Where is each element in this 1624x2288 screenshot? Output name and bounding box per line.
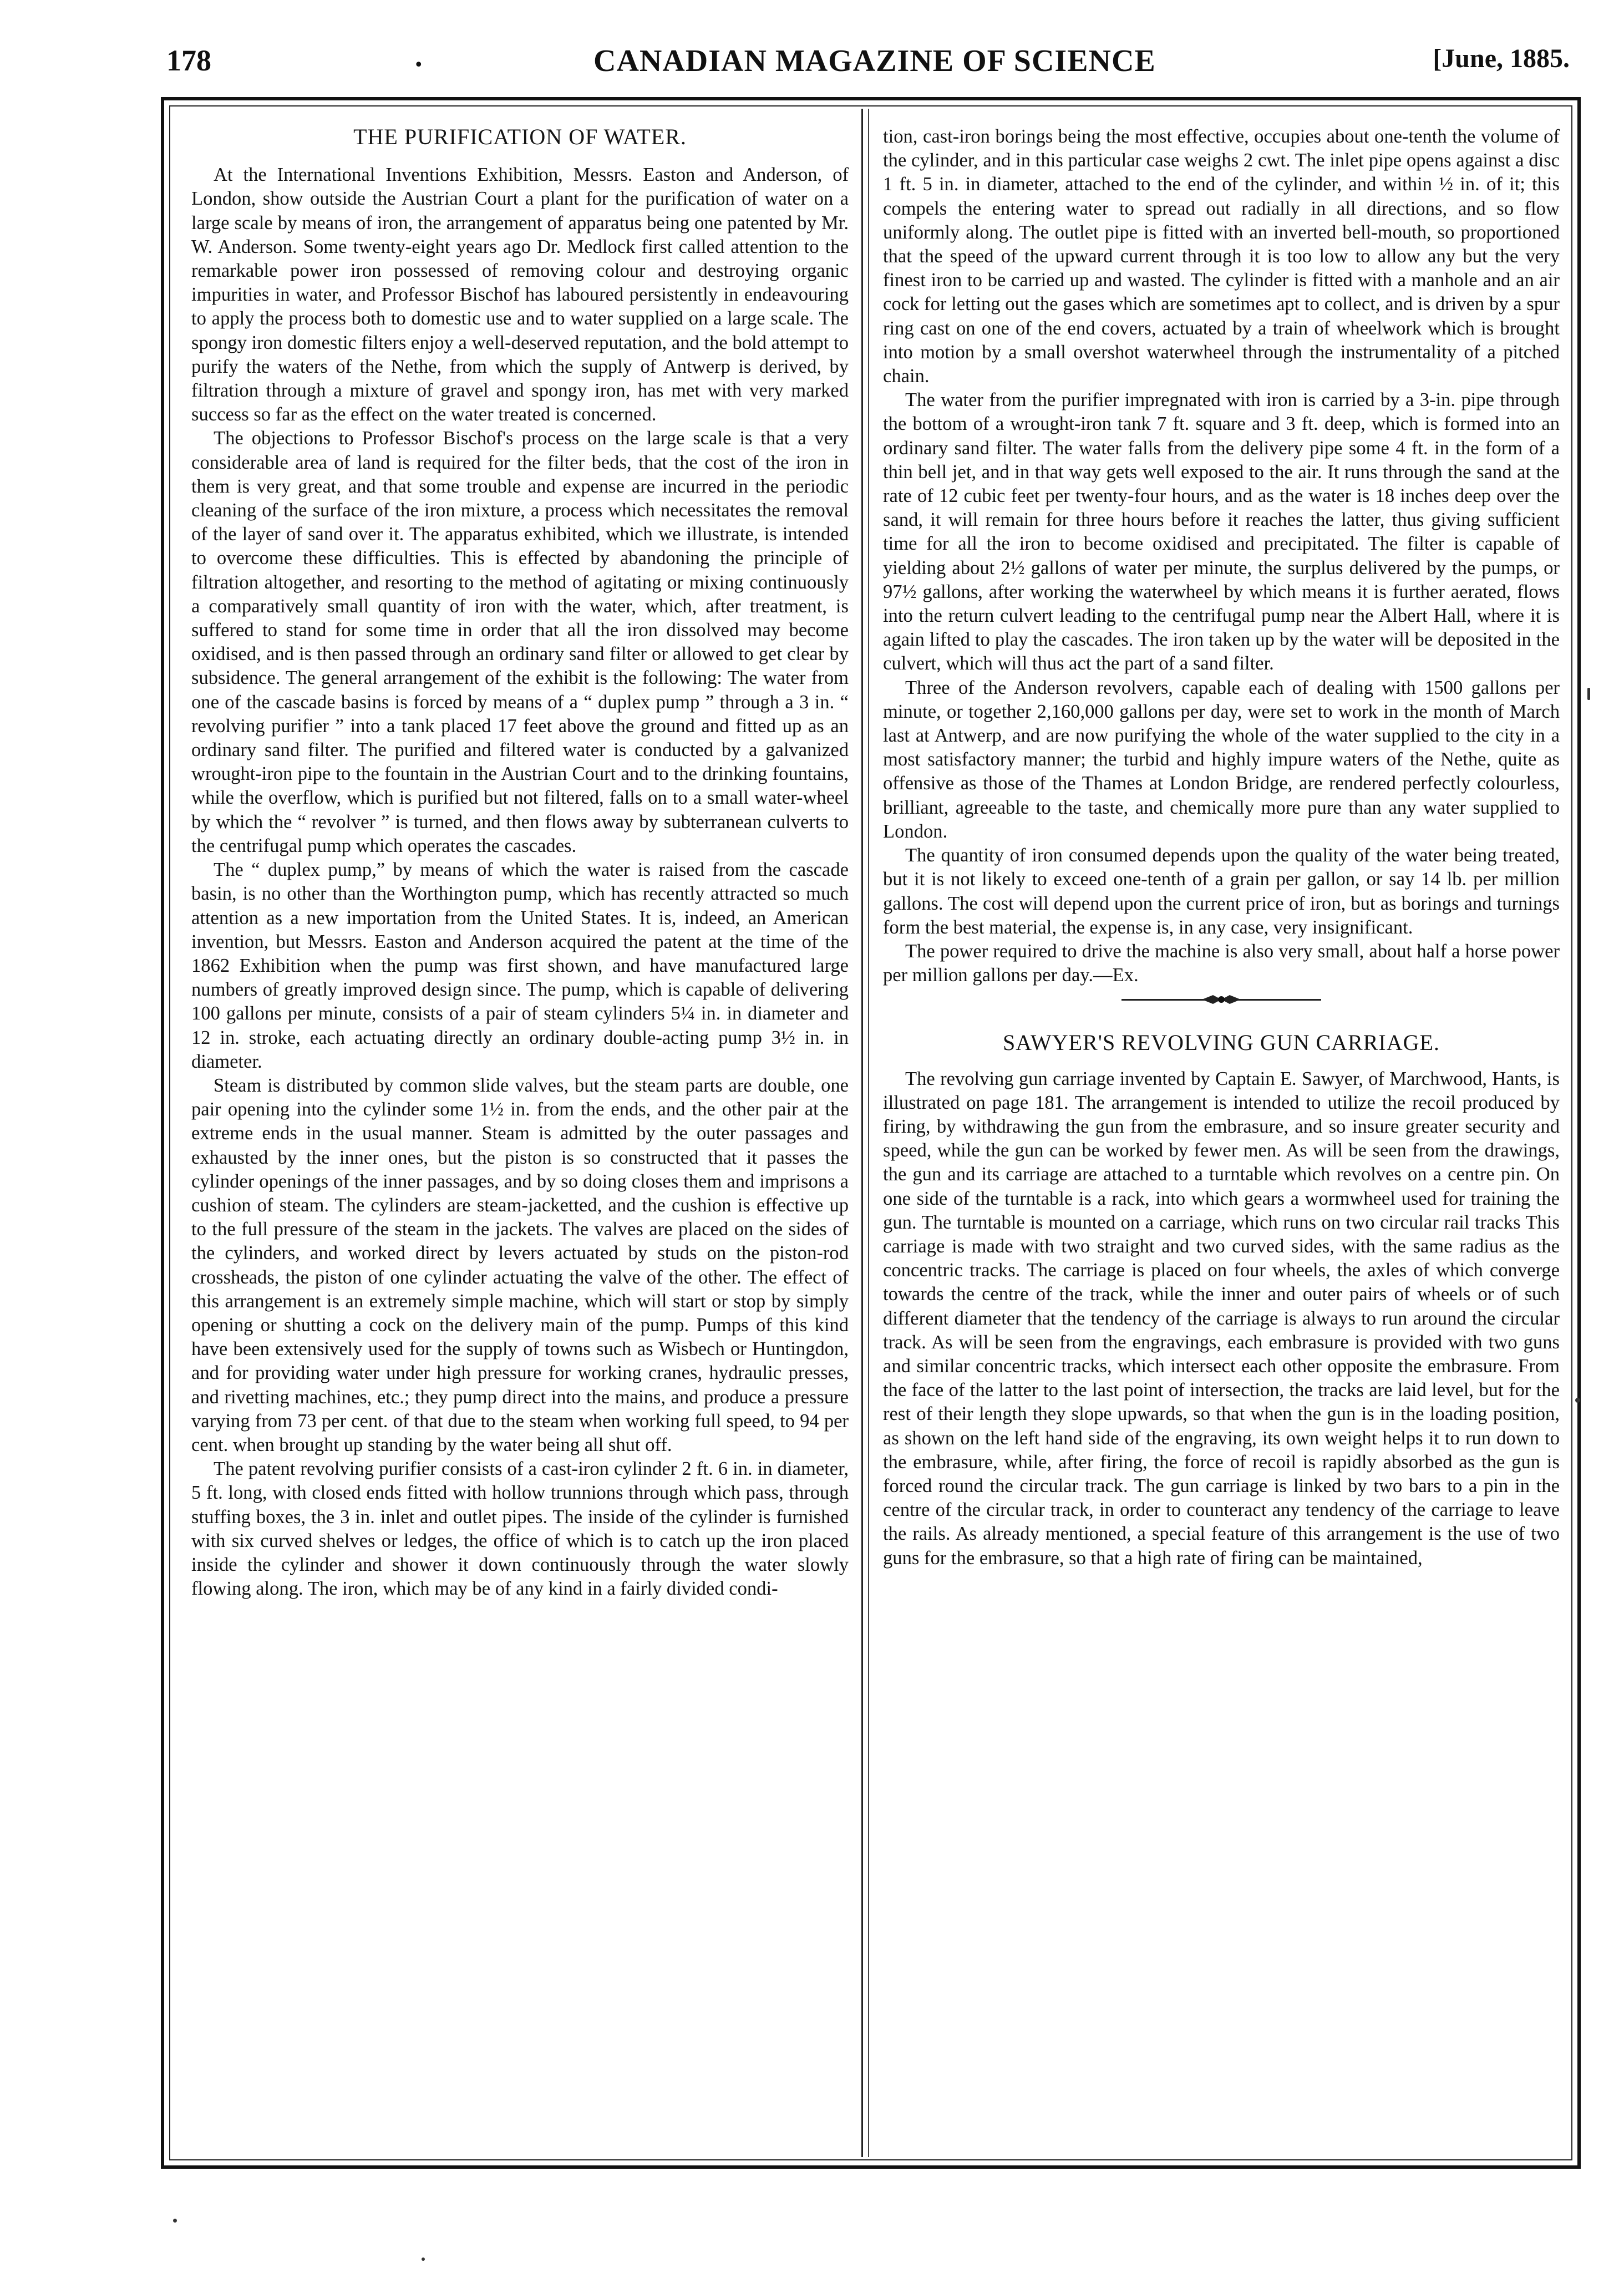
issue-date: [June, 1885. <box>1433 44 1570 73</box>
paragraph: The revolving gun carriage invented by Captain E. Sawyer, of Marchwood, Hants, is illustrated on page 181. The arrangement is intended to utilize the recoil produced by firing, by withdrawing the gun from the embrasure, and so insure greater security and speed, while the gun can be worked by fewer men. As will be seen from the drawings, the gun and its carriage are attached to a turntable which revolves on a centre pin. On one side of the turntable is a rack, into which gears a wormwheel used for training the gun. The turntable is mounted on a carriage, which runs on two circular rail tracks This carriage is made with two straight and two curved sides, with the same radius as the concentric tracks. The carriage is placed on four wheels, the axles of which converge towards the centre of the track, while the inner and outer pairs of wheels or of such different diameter that the tendency of the carriage is always to run around the circular track. As will be seen from the engravings, each embrasure is provided with two guns and similar concentric tracks, which intersect each other opposite the embrasure. From the face of the latter to the last point of intersection, the tracks are laid level, but for the rest of their length they slope upwards, so that when the gun is in the loading position, as shown on the left hand side of the engraving, its own weight helps it to run down to the embrasure, while, after firing, the force of recoil is rapidly absorbed as the gun is forced round the circular track. The gun carriage is linked by two bars to a pin in the centre of the circular track, in order to counteract any tendency of the carriage to leave the rails. As already mentioned, a special feature of this arrangement is the use of two guns for the embrasure, so that a high rate of firing can be maintained, <box>883 1068 1560 1569</box>
article-title-gun-carriage: SAWYER'S REVOLVING GUN CARRIAGE. <box>1003 1030 1440 1056</box>
section-ornament <box>883 992 1560 1008</box>
ornament-diamond-icon <box>1202 993 1241 1006</box>
paragraph: The quantity of iron consumed depends upon the quality of the water being treated, but it is not likely to exceed one-tenth of a grain per gallon, or say 14 lb. per million gallons. The cost will depend upon the current price of iron, but as borings and turnings form the best material, the expense is, in any case, very insignificant. <box>883 845 1560 938</box>
article-title-purification: THE PURIFICATION OF WATER. <box>353 125 687 149</box>
print-speck <box>173 2219 177 2223</box>
paragraph: The objections to Professor Bischof's process on the large scale is that a very considerable area of land is required for the filter beds, that the cost of the iron in them is very great, and that some trouble and expense are incurred in the periodic cleaning of the surface of the iron mixture, a process which necessitates the removal of the layer of sand over it. The apparatus exhibited, which we illustrate, is intended to overcome these difficulties. This is effected by abandoning the principle of filtration altogether, and resorting to the method of agitating or mixing continuously a comparatively small quantity of iron with the water, which, after treatment, is suffered to stand for some time in order that all the iron dissolved may become oxidised, and is then passed through an ordinary sand filter or allowed to get clear by subsidence. The general arrangement of the exhibit is the following: The water from one of the cascade basins is forced by means of a “ duplex pump ” through a 3 in. “ revolving purifier ” into a tank placed 17 feet above the ground and fitted up as an ordinary sand filter. The purified and filtered water is conducted by a galvanized wrought-iron pipe to the fountain in the Austrian Court and to the drinking fountains, while the overflow, which is purified but not filtered, falls on to a small water-wheel by which the “ revolver ” is turned, and then flows away by subterranean culverts to the centrifugal pump which operates the cascades. <box>191 428 849 856</box>
paragraph: The power required to drive the machine is also very small, about half a horse power per million gallons per day.—Ex. <box>883 940 1560 986</box>
paragraph: The patent revolving purifier consists of a cast-iron cylinder 2 ft. 6 in. in diameter, 5 ft. long, with closed ends fitted with hollow trunnions through which pass, through stuffing boxes, the 3 in. inlet and outlet pipes. The inside of the cylinder is furnished with six curved shelves or ledges, the office of which is to catch up the iron placed inside the cylinder and shower it down continuously through the water slowly flowing along. The iron, which may be of any kind in a fairly divided condi- <box>191 1458 849 1600</box>
paragraph: Three of the Anderson revolvers, capable each of dealing with 1500 gallons per minute, or together 2,160,000 gallons per day, were set to work in the month of March last at Antwerp, and are now purifying the whole of the water supplied to the city in a most satisfactory manner; the turbid and highly impure waters of the Nethe, quite as offensive as those of the Thames at London Bridge, are rendered perfectly colourless, brilliant, agreeable to the taste, and chemically more pure than any water supplied to London. <box>883 677 1560 842</box>
column-divider-inner <box>868 109 869 2157</box>
header-separator: . <box>415 39 423 73</box>
paragraph: The water from the purifier impregnated with iron is carried by a 3-in. pipe through the bottom of a wrought-iron tank 7 ft. square and 3 ft. deep, which is formed into an ordinary sand filter. The water falls from the delivery pipe some 4 ft. in the form of a thin bell jet, and in that way gets well exposed to the air. It runs through the sand at the rate of 12 cubic feet per twenty-four hours, and as the water is 18 inches deep over the sand, it will remain for three hours before it reaches the latter, thus giving sufficient time for all the iron to become oxidised and precipitated. The filter is capable of yielding about 2½ gallons of water per minute, the surplus delivered by the pumps, or 97½ gallons, after working the waterwheel by which means it is further aerated, flows into the return culvert leading to the centrifugal pump near the Albert Hall, where it is again lifted to play the cascades. The iron taken up by the water will be deposited in the culvert, which will thus act the part of a sand filter. <box>883 389 1560 674</box>
left-column <box>191 125 849 2144</box>
column-divider <box>861 109 863 2157</box>
print-speck <box>1575 1398 1580 1403</box>
running-head <box>166 39 1570 83</box>
print-speck <box>1587 688 1590 700</box>
paragraph: The “ duplex pump,” by means of which the water is raised from the cascade basin, is no other than the Worthington pump, which has recently attracted so much attention as a new importation from the United States. It is, indeed, an American invention, but Messrs. Easton and Anderson acquired the patent at the time of the 1862 Exhibition when the pump was first shown, and have manufactured large numbers of greatly improved design since. The pump, which is capable of delivering 100 gallons per minute, consists of a pair of steam cylinders 5¼ in. in diameter and 12 in. stroke, each actuating directly an ordinary double-acting pump 3½ in. in diameter. <box>191 859 849 1072</box>
paragraph: At the International Inventions Exhibition, Messrs. Easton and Anderson, of London, show outside the Austrian Court a plant for the purification of water on a large scale by means of iron, the arrangement of apparatus being one patented by Mr. W. Anderson. Some twenty-eight years ago Dr. Medlock first called attention to the remarkable power iron possessed of removing colour and destroying organic impurities in water, and Professor Bischof has laboured persistently in endeavouring to apply the process both to domestic use and to water supplied on a large scale. The spongy iron domestic filters enjoy a well-deserved reputation, and the bold attempt to purify the waters of the Nethe, from which the supply of Antwerp is derived, by filtration through a mixture of gravel and spongy iron, has met with very marked success so far as the effect on the water treated is concerned. <box>191 164 849 425</box>
print-speck <box>422 2257 425 2261</box>
paragraph-continued: tion, cast-iron borings being the most effective, occupies about one-tenth the volume of the cylinder, and in this particular case weighs 2 cwt. The inlet pipe opens against a disc 1 ft. 5 in. in diameter, attached to the end of the cylinder, and within ½ in. of it; this compels the entering water to spread out radially in all directions, and so flow uniformly along. The outlet pipe is fitted with an inverted bell-mouth, so proportioned that the speed of the upward current through it is too low to allow any but the very finest iron to be carried up and wasted. The cylinder is fitted with a manhole and an air cock for letting out the gases which are sometimes apt to collect, and is driven by a spur ring cast on one of the end covers, actuated by a train of wheelwork which is brought into motion by a small overshot waterwheel through the instrumentality of a pitched chain. <box>883 126 1560 387</box>
magazine-title: CANADIAN MAGAZINE OF SCIENCE <box>593 44 1156 78</box>
page-number: 178 <box>166 44 211 77</box>
right-column <box>883 125 1560 2144</box>
paragraph: Steam is distributed by common slide valves, but the steam parts are double, one pair opening into the cylinder some 1½ in. from the ends, and the other pair at the extreme ends in the usual manner. Steam is admitted by the outer passages and exhausted by the inner ones, but the piston is so constructed that it passes the cylinder openings of the inner passages, and by so doing closes them and imprisons a cushion of steam. The cylinders are steam-jacketted, and the cushion is effective up to the full pressure of the steam in the jackets. The valves are placed on the sides of the cylinders, and worked direct by levers actuated by studs on the piston-rod crossheads, the piston of one cylinder actuating the valve of the other. The effect of this arrangement is an extremely simple machine, which will start or stop by simply opening or shutting a cock on the delivery main of the pump. Pumps of this kind have been extensively used for the supply of towns such as Wisbech or Huntingdon, and for providing water under high pressure for working cranes, hydraulic presses, and rivetting machines, etc.; they pump direct into the mains, and produce a pressure varying from 73 per cent. of that due to the steam when working full speed, to 94 per cent. when brought up standing by the water being all shut off. <box>191 1074 849 1455</box>
